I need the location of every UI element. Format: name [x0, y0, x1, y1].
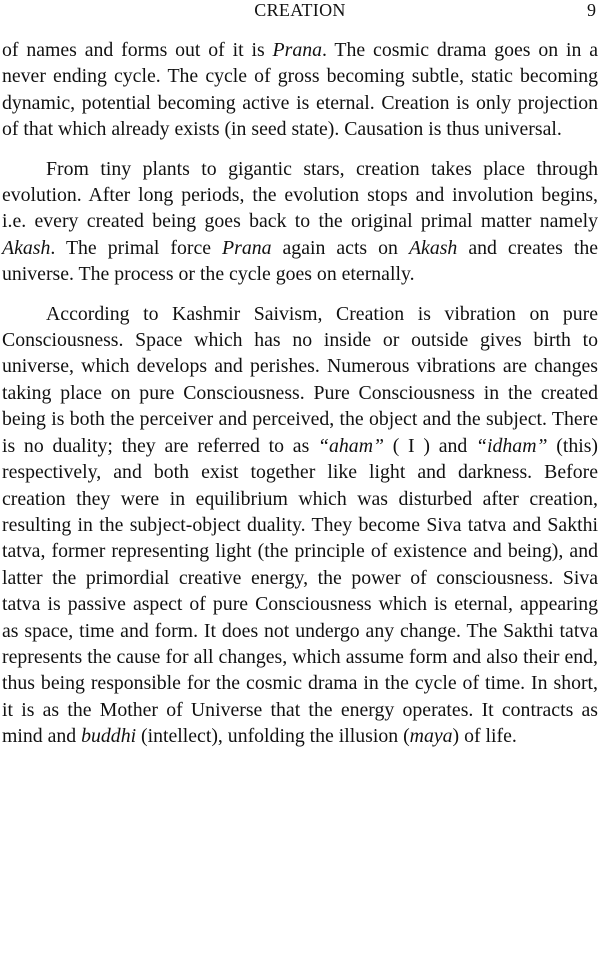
- italic-term-akash: Akash: [2, 236, 51, 259]
- paragraph-2: [2, 156, 598, 288]
- running-title: CREATION: [254, 0, 346, 20]
- italic-term-akash: Akash: [408, 236, 458, 259]
- body-text: [2, 37, 598, 750]
- italic-term-maya: maya: [409, 725, 453, 748]
- text-segment: . The primal force: [50, 236, 223, 259]
- italic-term-buddhi: buddhi: [81, 725, 137, 748]
- text-segment: (this) respectively, and both exist together like light and darkness. Before creation they were in equilibrium which was disturbed after creation, resulting in the subject-object duality. They become Siva tatva and Sakthi tatva, former representing light (the principle of existence and being), and latter the primordial creative energy, the power of consciousness. Siva tatva is passive aspect of pure Consciousness which is eternal, appearing as space, time and form. It does not undergo any change. The Sakthi tatva represents the cause for all changes, which assume form and also their end, thus being responsible for the cosmic drama in the cycle of time. In short, it is as the Mother of Universe that the energy operates. It contracts as mind and: [2, 434, 598, 748]
- running-header: [0, 0, 600, 22]
- page-number: 9: [587, 0, 596, 20]
- text-segment: and creates the universe. The process or the cycle goes on eternally.: [2, 236, 599, 286]
- italic-term-prana: Prana: [222, 236, 272, 259]
- text-segment: From tiny plants to gigantic stars, creation takes place through evolution. After long periods, the evolution stops and involution begins, i.e. every created being goes back to the original primal matter namely: [2, 157, 598, 233]
- italic-term-aham: “aham”: [318, 434, 384, 457]
- text-segment: of names and forms out of it is: [2, 39, 273, 61]
- text-segment: again acts on: [271, 236, 409, 259]
- text-segment: ( I ) and: [383, 434, 477, 457]
- paragraph-3: [2, 301, 598, 750]
- text-segment: ) of life.: [452, 725, 517, 748]
- text-segment: . The cosmic drama goes on in a never ending cycle. The cycle of gross becoming subtle, static becoming dynamic, potential becoming active is eternal. Creation is only projection of that which already exists (in seed state). Causation is thus universal.: [2, 39, 598, 141]
- text-segment: According to Kashmir Saivism, Creation is vibration on pure Consciousness. Space which has no inside or outside gives birth to universe, which develops and perishes. Numerous vibrations are changes taking place on pure Consciousness. Pure Consciousness in the created being is both the perceiver and perceived, the object and the subject. There is no duality; they are referred to as: [2, 302, 598, 457]
- italic-term-idham: “idham”: [476, 434, 548, 457]
- paragraph-1: [2, 37, 598, 143]
- text-segment: (intellect), unfolding the illusion (: [136, 725, 410, 748]
- italic-term-prana: Prana: [272, 39, 322, 61]
